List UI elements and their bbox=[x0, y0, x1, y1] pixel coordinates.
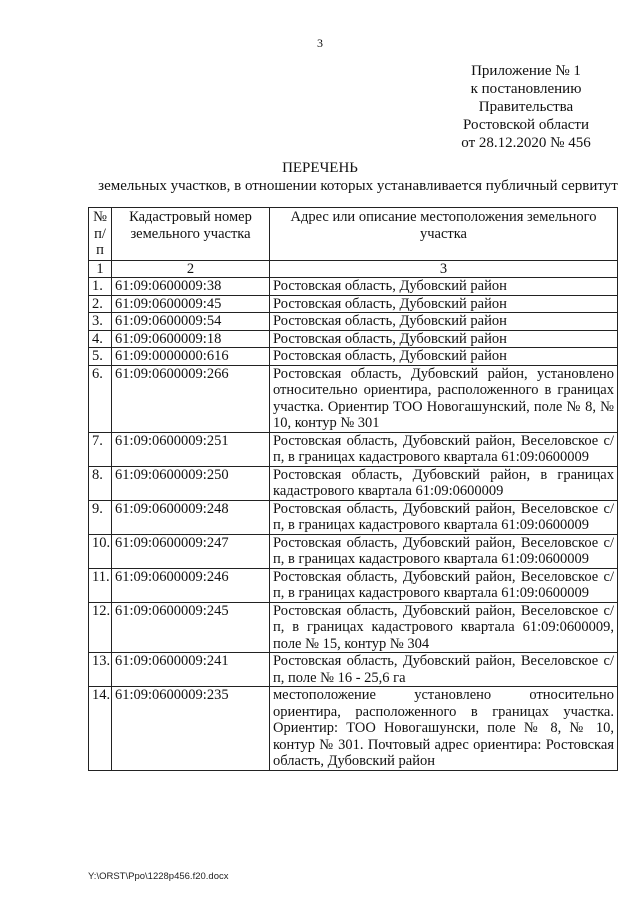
cadastral-number: 61:09:0600009:248 bbox=[112, 500, 270, 534]
address-description: местоположение установлено относительно ориентира, расположенного в границах участка. Ориентир: ТОО Новогашунски, поле № 8, № 10, контур № 301. Почтовый адрес ориентира: Ростовская область, Дубовский район bbox=[270, 687, 618, 771]
row-number: 6. bbox=[89, 365, 112, 432]
table-row bbox=[89, 432, 618, 466]
address-description: Ростовская область, Дубовский район, в границах кадастрового квартала 61:09:0600009 bbox=[270, 466, 618, 500]
row-number: 1. bbox=[89, 278, 112, 296]
page-number: 3 bbox=[317, 36, 323, 50]
cadastral-number: 61:09:0600009:45 bbox=[112, 295, 270, 313]
table-row bbox=[89, 295, 618, 313]
cadastral-number: 61:09:0000000:616 bbox=[112, 348, 270, 366]
parcel-table bbox=[88, 207, 618, 771]
table-row bbox=[89, 466, 618, 500]
address-description: Ростовская область, Дубовский район, Веселовское с/п, поле № 16 - 25,6 га bbox=[270, 653, 618, 687]
table-row bbox=[89, 653, 618, 687]
address-description: Ростовская область, Дубовский район, Веселовское с/п, в границах кадастрового квартала 61:09:0600009 bbox=[270, 568, 618, 602]
appendix-line: Приложение № 1 bbox=[471, 63, 581, 79]
address-description: Ростовская область, Дубовский район bbox=[270, 313, 618, 331]
table-row bbox=[89, 365, 618, 432]
header-no: № п/п bbox=[89, 208, 112, 261]
table-row bbox=[89, 313, 618, 331]
row-number: 7. bbox=[89, 432, 112, 466]
column-number: 1 bbox=[89, 260, 112, 278]
appendix-line: к постановлению bbox=[470, 81, 582, 97]
cadastral-number: 61:09:0600009:38 bbox=[112, 278, 270, 296]
cadastral-number: 61:09:0600009:250 bbox=[112, 466, 270, 500]
table-row bbox=[89, 330, 618, 348]
cadastral-number: 61:09:0600009:246 bbox=[112, 568, 270, 602]
appendix-line: Ростовской области bbox=[463, 117, 589, 133]
address-description: Ростовская область, Дубовский район bbox=[270, 295, 618, 313]
cadastral-number: 61:09:0600009:235 bbox=[112, 687, 270, 771]
cadastral-number: 61:09:0600009:54 bbox=[112, 313, 270, 331]
table-row bbox=[89, 687, 618, 771]
address-description: Ростовская область, Дубовский район bbox=[270, 348, 618, 366]
row-number: 11. bbox=[89, 568, 112, 602]
file-path-footer: Y:\ORST\Ppo\1228p456.f20.docx bbox=[88, 871, 229, 882]
address-description: Ростовская область, Дубовский район, Веселовское с/п, в границах кадастрового квартала 61:09:0600009 bbox=[270, 500, 618, 534]
row-number: 2. bbox=[89, 295, 112, 313]
table-row bbox=[89, 500, 618, 534]
cadastral-number: 61:09:0600009:245 bbox=[112, 602, 270, 653]
row-number: 13. bbox=[89, 653, 112, 687]
address-description: Ростовская область, Дубовский район, Веселовское с/п, в границах кадастрового квартала 61:09:0600009 bbox=[270, 534, 618, 568]
table-row bbox=[89, 278, 618, 296]
address-description: Ростовская область, Дубовский район, Веселовское с/п, в границах кадастрового квартала 61:09:0600009, поле № 15, контур № 304 bbox=[270, 602, 618, 653]
column-number: 2 bbox=[112, 260, 270, 278]
appendix-block bbox=[428, 62, 624, 152]
row-number: 8. bbox=[89, 466, 112, 500]
header-address: Адрес или описание местоположения земельного участка bbox=[270, 208, 618, 261]
header-cadastral: Кадастровый номер земельного участка bbox=[112, 208, 270, 261]
address-description: Ростовская область, Дубовский район bbox=[270, 330, 618, 348]
column-number: 3 bbox=[270, 260, 618, 278]
table-row bbox=[89, 348, 618, 366]
row-number: 12. bbox=[89, 602, 112, 653]
cadastral-number: 61:09:0600009:266 bbox=[112, 365, 270, 432]
row-number: 14. bbox=[89, 687, 112, 771]
row-number: 4. bbox=[89, 330, 112, 348]
column-number-row bbox=[89, 260, 618, 278]
row-number: 10. bbox=[89, 534, 112, 568]
document-subtitle: земельных участков, в отношении которых устанавливается публичный сервитут bbox=[98, 178, 618, 194]
appendix-line: Правительства bbox=[478, 99, 574, 115]
document-title: ПЕРЕЧЕНЬ bbox=[282, 160, 358, 176]
address-description: Ростовская область, Дубовский район, установлено относительно ориентира, расположенного в границах участка. Ориентир ТОО Новогашунский, поле № 8, № 10, контур № 301 bbox=[270, 365, 618, 432]
address-description: Ростовская область, Дубовский район, Веселовское с/п, в границах кадастрового квартала 61:09:0600009 bbox=[270, 432, 618, 466]
appendix-line: от 28.12.2020 № 456 bbox=[461, 135, 591, 151]
address-description: Ростовская область, Дубовский район bbox=[270, 278, 618, 296]
table-row bbox=[89, 534, 618, 568]
table-row bbox=[89, 602, 618, 653]
cadastral-number: 61:09:0600009:251 bbox=[112, 432, 270, 466]
row-number: 5. bbox=[89, 348, 112, 366]
row-number: 3. bbox=[89, 313, 112, 331]
row-number: 9. bbox=[89, 500, 112, 534]
cadastral-number: 61:09:0600009:18 bbox=[112, 330, 270, 348]
table-row bbox=[89, 568, 618, 602]
cadastral-number: 61:09:0600009:241 bbox=[112, 653, 270, 687]
table-header-row bbox=[89, 208, 618, 261]
cadastral-number: 61:09:0600009:247 bbox=[112, 534, 270, 568]
